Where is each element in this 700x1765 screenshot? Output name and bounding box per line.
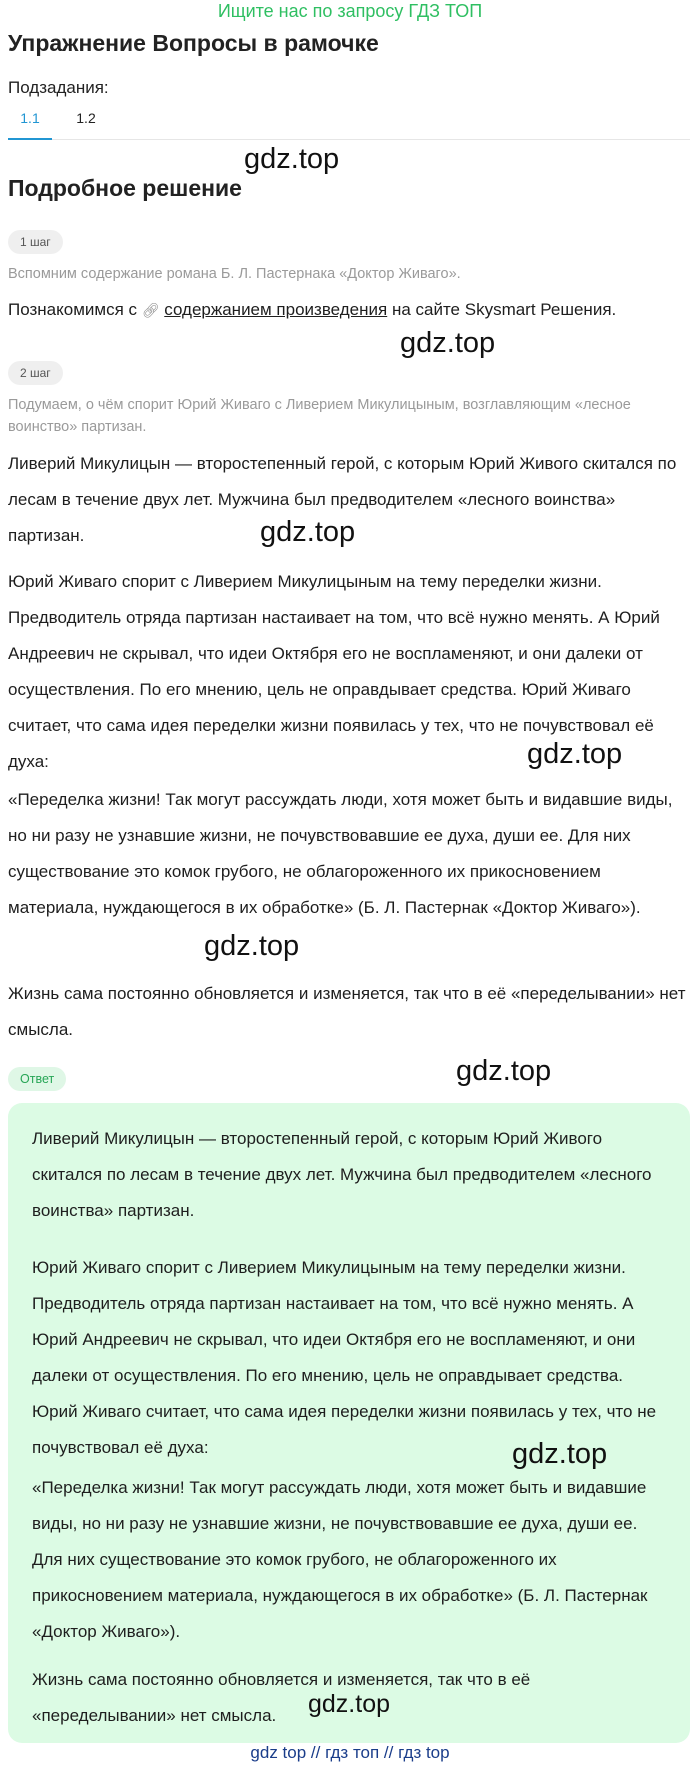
answer-paragraph-3: «Переделка жизни! Так могут рассуждать люди, хотя может быть и видавшие виды, но ни разу не узнавшие жизни, не почувствовавшие ее духа, души ее. Для них существование это комок грубого, не облагороженного их прикосновением материала, нуждающегося в их обработке» (Б. Л. Пастернак «Доктор Живаго»). <box>32 1478 648 1641</box>
step-2-paragraph-4: Жизнь сама постоянно обновляется и изменяется, так что в её «переделывании» нет смысла. <box>8 984 686 1039</box>
subtasks-label: Подзадания: <box>8 78 109 97</box>
page-title: Упражнение Вопросы в рамочке <box>8 30 379 56</box>
tab-1-1[interactable]: 1.1 <box>8 110 52 140</box>
top-banner: Ищите нас по запросу ГДЗ ТОП <box>217 1 483 21</box>
step-2-paragraph-1: Ливерий Микулицын — второстепенный герой, с которым Юрий Живого скитался по лесам в течение двух лет. Мужчина был предводителем «лесного воинства» партизан. <box>8 454 677 545</box>
footer: gdz top // гдз топ // гдз top <box>250 1743 450 1762</box>
step-1-text-after: на сайте Skysmart Решения. <box>387 300 617 319</box>
step-badge-1: 1 шаг <box>8 230 63 254</box>
watermark: gdz.top <box>308 1690 391 1718</box>
step-2-paragraph-3: «Переделка жизни! Так могут рассуждать люди, хотя может быть и видавшие виды, но ни разу не узнавшие жизни, не почувствовавшие ее духа, души ее. Для них существование это комок грубого, не облагороженного их прикосновением материала, нуждающегося в их обработке» (Б. Л. Пастернак «Доктор Живаго»). <box>8 790 673 917</box>
link-icon: 🔗︎ <box>141 302 160 318</box>
watermark: gdz.top <box>260 516 356 548</box>
answer-paragraph-2: Юрий Живаго спорит с Ливерием Микулицыным на тему переделки жизни. Предводитель отряда партизан настаивает на том, что всё нужно менять. А Юрий Андреевич не скрывал, что идеи Октября его не воспламеняют, и они далеки от осуществления. По его мнению, цель не оправдывает средства. Юрий Живаго считает, что сама идея переделки жизни появилась у тех, что не почувствовал её духа: <box>32 1258 657 1457</box>
step-2-paragraph-2: Юрий Живаго спорит с Ливерием Микулицыным на тему переделки жизни. Предводитель отряда партизан настаивает на том, что всё нужно менять. А Юрий Андреевич не скрывал, что идеи Октября его не воспламеняют, и они далеки от осуществления. По его мнению, цель не оправдывает средства. Юрий Живаго считает, что сама идея переделки жизни появилась у тех, что не почувствовал её духа: <box>8 572 660 771</box>
subtask-tabs <box>8 106 690 140</box>
step-1-hint: Вспомним содержание романа Б. Л. Пастернака «Доктор Живаго». <box>8 266 461 282</box>
watermark: gdz.top <box>204 930 300 962</box>
watermark: gdz.top <box>527 738 623 770</box>
answer-paragraph-1: Ливерий Микулицын — второстепенный герой, с которым Юрий Живого скитался по лесам в течение двух лет. Мужчина был предводителем «лесного воинства» партизан. <box>32 1129 652 1220</box>
answer-box <box>8 1103 690 1743</box>
answer-paragraph-4: Жизнь сама постоянно обновляется и изменяется, так что в её «переделывании» нет смысла. <box>32 1670 531 1725</box>
step-2-hint: Подумаем, о чём спорит Юрий Живаго с Ливерием Микулицыным, возглавляющим «лесное воинство» партизан. <box>8 397 631 435</box>
watermark: gdz.top <box>400 327 496 359</box>
watermark: gdz.top <box>456 1055 552 1087</box>
tab-1-2[interactable]: 1.2 <box>76 110 96 126</box>
answer-badge: Ответ <box>8 1067 66 1091</box>
section-title: Подробное решение <box>8 175 242 201</box>
content-link[interactable]: содержанием произведения <box>164 300 388 319</box>
watermark: gdz.top <box>244 143 340 175</box>
step-1-text-before: Познакомимся с <box>8 300 142 319</box>
step-1-text <box>8 292 688 328</box>
step-badge-2: 2 шаг <box>8 361 63 385</box>
watermark: gdz.top <box>512 1438 608 1470</box>
